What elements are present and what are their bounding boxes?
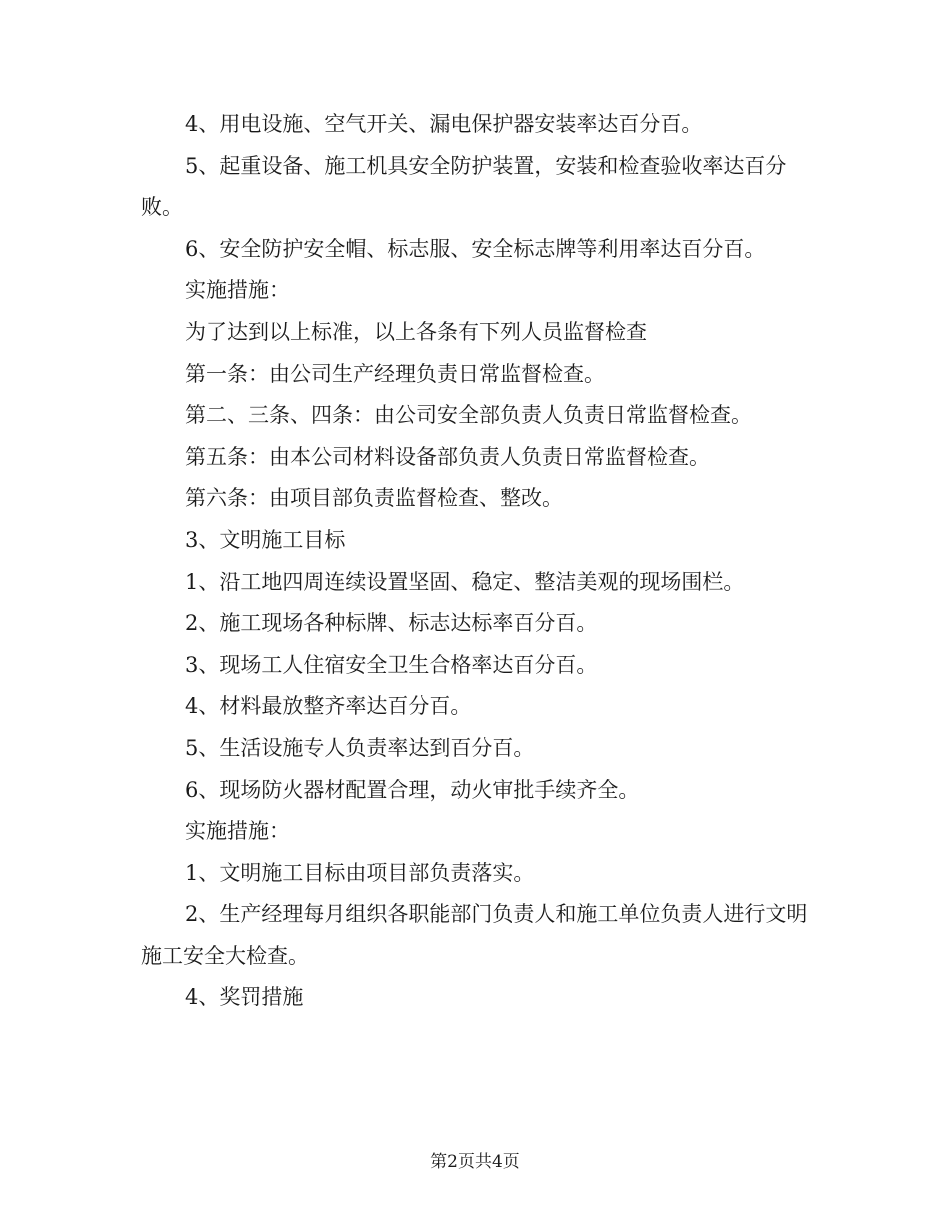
paragraph: 4、材料最放整齐率达百分百。 — [185, 694, 472, 719]
paragraph: 第一条：由公司生产经理负责日常监督检查。 — [185, 361, 605, 386]
paragraph: 6、现场防火器材配置合理，动火审批手续齐全。 — [185, 777, 640, 802]
paragraph: 2、施工现场各种标牌、标志达标率百分百。 — [185, 611, 598, 636]
paragraph: 实施措施： — [185, 278, 290, 303]
page-number-footer: 第2页共4页 — [430, 1152, 520, 1172]
paragraph: 1、沿工地四周连续设置坚固、稳定、整洁美观的现场围栏。 — [185, 569, 745, 594]
paragraph: 1、文明施工目标由项目部负责落实。 — [185, 860, 535, 885]
paragraph: 第六条：由项目部负责监督检查、整改。 — [185, 486, 563, 511]
paragraph: 3、现场工人住宿安全卫生合格率达百分百。 — [185, 652, 598, 677]
paragraph: 4、用电设施、空气开关、漏电保护器安装率达百分百。 — [185, 112, 703, 136]
section-heading: 4、奖罚措施 — [185, 985, 304, 1010]
paragraph: 6、安全防护安全帽、标志服、安全标志牌等利用率达百分百。 — [185, 236, 766, 261]
document-body — [141, 104, 813, 1019]
paragraph: 实施措施： — [185, 819, 290, 844]
section-heading: 3、文明施工目标 — [185, 527, 346, 552]
paragraph: 为了达到以上标准，以上各条有下列人员监督检查 — [185, 319, 647, 344]
paragraph: 第五条：由本公司材料设备部负责人负责日常监督检查。 — [185, 444, 710, 469]
paragraph: 5、生活设施专人负责率达到百分百。 — [185, 735, 535, 760]
paragraph: 5、起重设备、施工机具安全防护装置，安装和检查验收率达百分败。 — [141, 153, 787, 220]
paragraph: 2、生产经理每月组织各职能部门负责人和施工单位负责人进行文明施工安全大检查。 — [141, 902, 808, 968]
paragraph: 第二、三条、四条：由公司安全部负责人负责日常监督检查。 — [185, 403, 752, 428]
